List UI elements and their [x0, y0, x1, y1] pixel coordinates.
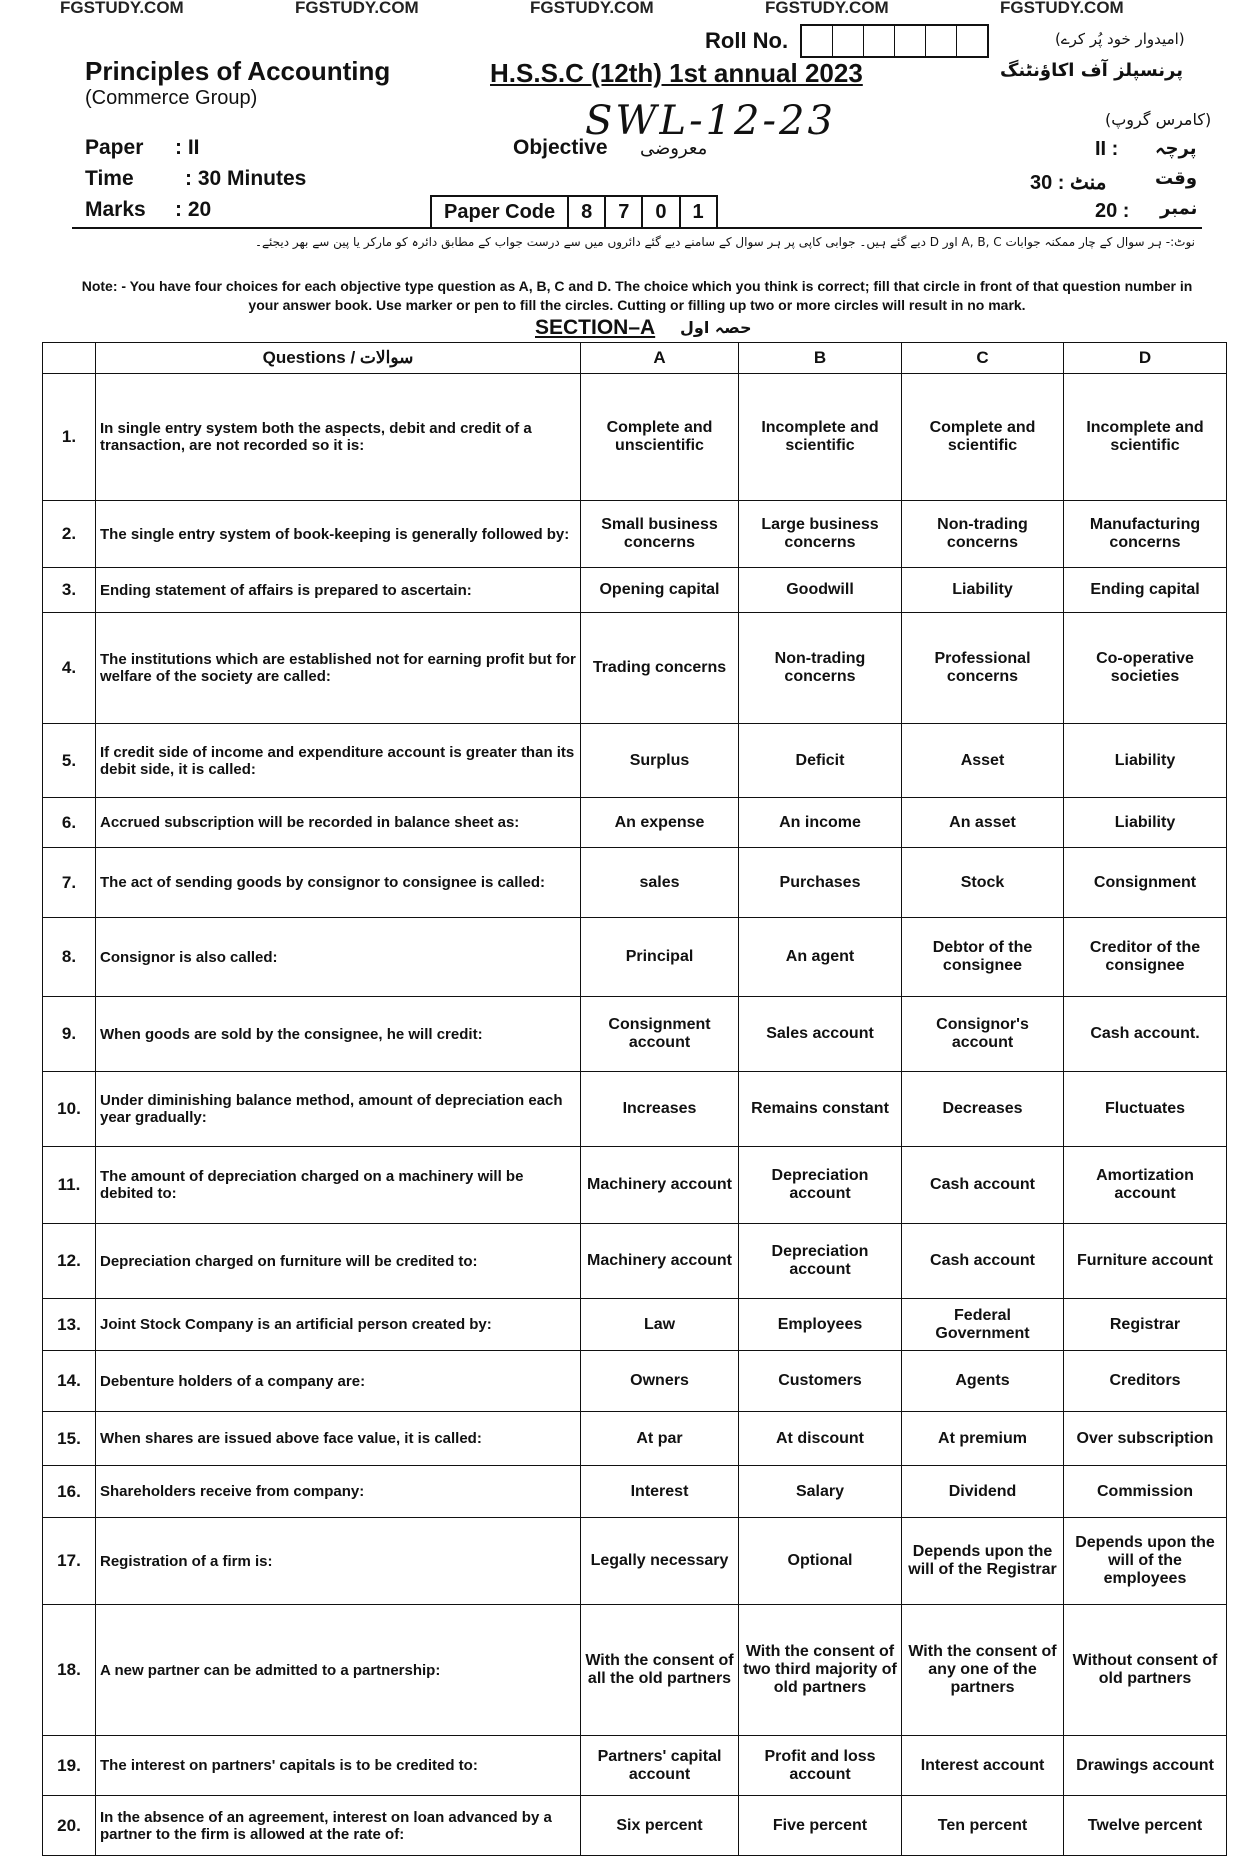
option-d: Twelve percent [1064, 1796, 1227, 1856]
time-label: Time [85, 167, 134, 190]
option-b: Incomplete and scientific [739, 374, 902, 501]
question-text: Depreciation charged on furniture will be credited to: [96, 1224, 581, 1299]
question-number: 18. [43, 1605, 96, 1736]
option-d: Consignment [1064, 848, 1227, 918]
option-b: Employees [739, 1299, 902, 1351]
marks-value: : 20 [175, 198, 212, 221]
watermark: FGSTUDY.COM [1000, 0, 1124, 17]
question-text: In single entry system both the aspects, debit and credit of a transaction, are not recorded so it is: [96, 374, 581, 501]
marks-label: Marks [85, 198, 146, 221]
question-number: 15. [43, 1412, 96, 1466]
option-b: Purchases [739, 848, 902, 918]
time-urdu-label: وقت [1155, 168, 1198, 189]
option-d: Creditor of the consignee [1064, 918, 1227, 997]
question-number: 3. [43, 568, 96, 613]
question-number: 9. [43, 997, 96, 1072]
table-row [43, 724, 1227, 798]
option-c: Stock [902, 848, 1064, 918]
paper-urdu-value: II : [1095, 138, 1119, 160]
number-header [43, 343, 96, 374]
option-a: Legally necessary [581, 1518, 739, 1605]
watermark: FGSTUDY.COM [60, 0, 184, 17]
option-c: Complete and scientific [902, 374, 1064, 501]
option-d: Manufacturing concerns [1064, 501, 1227, 568]
question-text: Accrued subscription will be recorded in balance sheet as: [96, 798, 581, 848]
option-b: Large business concerns [739, 501, 902, 568]
option-a: Principal [581, 918, 739, 997]
table-row [43, 1412, 1227, 1466]
group-label: (Commerce Group) [85, 87, 258, 109]
option-c: Interest account [902, 1736, 1064, 1796]
watermark: FGSTUDY.COM [530, 0, 654, 17]
question-text: Ending statement of affairs is prepared to ascertain: [96, 568, 581, 613]
candidate-note-urdu: (امیدوار خود پُر کرے) [1055, 30, 1185, 48]
paper-code-box [430, 195, 718, 229]
option-a: An expense [581, 798, 739, 848]
option-c: Ten percent [902, 1796, 1064, 1856]
question-text: Registration of a firm is: [96, 1518, 581, 1605]
table-row [43, 1147, 1227, 1224]
question-text: The act of sending goods by consignor to consignee is called: [96, 848, 581, 918]
option-a: Law [581, 1299, 739, 1351]
option-d: Furniture account [1064, 1224, 1227, 1299]
note-english: Note: - You have four choices for each objective type question as A, B, C and D. The choice which you think is correct; fill that circle in front of that question number in your answer book. Use marker or pen to fill the circles. Cutting or filling up two or more circles will result in no mark. [81, 278, 1193, 313]
table-row [43, 1224, 1227, 1299]
question-number: 10. [43, 1072, 96, 1147]
time-urdu-value: 30 : منٹ [1030, 172, 1107, 194]
option-d: Amortization account [1064, 1147, 1227, 1224]
question-text: Consignor is also called: [96, 918, 581, 997]
option-a: Consignment account [581, 997, 739, 1072]
option-b: Profit and loss account [739, 1736, 902, 1796]
option-a: Interest [581, 1466, 739, 1518]
option-d: Drawings account [1064, 1736, 1227, 1796]
question-number: 2. [43, 501, 96, 568]
paper-code-digit: 7 [606, 197, 643, 227]
question-number: 1. [43, 374, 96, 501]
question-text: The single entry system of book-keeping is generally followed by: [96, 501, 581, 568]
question-number: 17. [43, 1518, 96, 1605]
option-b: With the consent of two third majority of old partners [739, 1605, 902, 1736]
question-number: 20. [43, 1796, 96, 1856]
option-d: Registrar [1064, 1299, 1227, 1351]
question-text: If credit side of income and expenditure account is greater than its debit side, it is called: [96, 724, 581, 798]
table-row [43, 613, 1227, 724]
option-d: Cash account. [1064, 997, 1227, 1072]
exam-title: H.S.S.C (12th) 1st annual 2023 [490, 58, 863, 88]
table-header-row [43, 343, 1227, 374]
paper-code-digit: 8 [569, 197, 606, 227]
option-d: Commission [1064, 1466, 1227, 1518]
option-c: With the consent of any one of the partners [902, 1605, 1064, 1736]
option-c: Non-trading concerns [902, 501, 1064, 568]
section-title: SECTION–A [535, 316, 656, 339]
option-c: Asset [902, 724, 1064, 798]
watermark: FGSTUDY.COM [295, 0, 419, 17]
option-b: Sales account [739, 997, 902, 1072]
option-d: Creditors [1064, 1351, 1227, 1412]
option-c: Depends upon the will of the Registrar [902, 1518, 1064, 1605]
option-c: At premium [902, 1412, 1064, 1466]
table-row [43, 1466, 1227, 1518]
subject-title: Principles of Accounting [85, 56, 391, 86]
option-a: sales [581, 848, 739, 918]
question-number: 14. [43, 1351, 96, 1412]
question-number: 5. [43, 724, 96, 798]
marks-urdu-value: 20 : [1095, 200, 1130, 222]
option-c-header: C [902, 343, 1064, 374]
question-number: 19. [43, 1736, 96, 1796]
option-a: Machinery account [581, 1224, 739, 1299]
option-b: Five percent [739, 1796, 902, 1856]
option-a: Surplus [581, 724, 739, 798]
option-d-header: D [1064, 343, 1227, 374]
question-number: 12. [43, 1224, 96, 1299]
option-c: Cash account [902, 1224, 1064, 1299]
paper-code-digit: 1 [692, 201, 704, 223]
option-b: Remains constant [739, 1072, 902, 1147]
option-c: Professional concerns [902, 613, 1064, 724]
option-d: Liability [1064, 724, 1227, 798]
option-c: Cash account [902, 1147, 1064, 1224]
question-text: A new partner can be admitted to a partnership: [96, 1605, 581, 1736]
table-row [43, 848, 1227, 918]
option-d: Over subscription [1064, 1412, 1227, 1466]
question-number: 4. [43, 613, 96, 724]
option-b: Goodwill [739, 568, 902, 613]
option-a: Six percent [581, 1796, 739, 1856]
option-b: An agent [739, 918, 902, 997]
table-row [43, 1736, 1227, 1796]
option-d: Incomplete and scientific [1064, 374, 1227, 501]
option-a: Partners' capital account [581, 1736, 739, 1796]
option-b: An income [739, 798, 902, 848]
question-number: 8. [43, 918, 96, 997]
marks-urdu-label: نمبر [1160, 198, 1198, 219]
paper-label: Paper [85, 136, 144, 159]
option-d: Liability [1064, 798, 1227, 848]
option-a: Trading concerns [581, 613, 739, 724]
table-row [43, 1605, 1227, 1736]
roll-no-boxes[interactable] [800, 24, 989, 58]
option-a: Machinery account [581, 1147, 739, 1224]
roll-no-label: Roll No. [705, 28, 789, 53]
option-a: Small business concerns [581, 501, 739, 568]
question-text: The institutions which are established not for earning profit but for welfare of the society are called: [96, 613, 581, 724]
option-a: Complete and unscientific [581, 374, 739, 501]
questions-header: Questions / سوالات [96, 343, 581, 374]
option-c: Consignor's account [902, 997, 1064, 1072]
objective-label: Objective [513, 136, 608, 159]
option-c: Debtor of the consignee [902, 918, 1064, 997]
option-a: With the consent of all the old partners [581, 1605, 739, 1736]
question-text: Shareholders receive from company: [96, 1466, 581, 1518]
table-row [43, 1072, 1227, 1147]
question-text: The amount of depreciation charged on a machinery will be debited to: [96, 1147, 581, 1224]
option-d: Depends upon the will of the employees [1064, 1518, 1227, 1605]
option-d: Without consent of old partners [1064, 1605, 1227, 1736]
option-b: Depreciation account [739, 1147, 902, 1224]
table-row [43, 918, 1227, 997]
question-text: Joint Stock Company is an artificial person created by: [96, 1299, 581, 1351]
paper-urdu-label: پرچہ [1155, 138, 1197, 159]
question-number: 6. [43, 798, 96, 848]
option-d: Fluctuates [1064, 1072, 1227, 1147]
group-label-urdu: (کامرس گروپ) [1105, 110, 1212, 129]
option-c: Agents [902, 1351, 1064, 1412]
table-row [43, 997, 1227, 1072]
table-row [43, 1351, 1227, 1412]
table-row [43, 1796, 1227, 1856]
option-b: Depreciation account [739, 1224, 902, 1299]
option-b: At discount [739, 1412, 902, 1466]
question-number: 13. [43, 1299, 96, 1351]
question-number: 11. [43, 1147, 96, 1224]
question-text: Under diminishing balance method, amount of depreciation each year gradually: [96, 1072, 581, 1147]
table-row [43, 1518, 1227, 1605]
table-row [43, 798, 1227, 848]
option-b: Deficit [739, 724, 902, 798]
question-text: Debenture holders of a company are: [96, 1351, 581, 1412]
paper-code-label: Paper Code [432, 197, 569, 227]
question-text: When goods are sold by the consignee, he will credit: [96, 997, 581, 1072]
paper-code-digit: 0 [643, 197, 680, 227]
table-row [43, 1299, 1227, 1351]
objective-label-urdu: معروضی [640, 138, 708, 159]
option-a: At par [581, 1412, 739, 1466]
section-title-urdu: حصہ اول [680, 318, 752, 337]
time-value: : 30 Minutes [185, 167, 307, 190]
option-b: Salary [739, 1466, 902, 1518]
note-urdu: نوٹ:- ہر سوال کے چار ممکنہ جوابات A, B, C اور D دیے گئے ہیں۔ جوابی کاپی پر ہر سوال کے سامنے دیے گئے دائروں میں سے درست جواب کے مطابق دائرہ کو مارکر یا پین سے بھر دیجئے۔ [254, 235, 1195, 249]
option-c: Decreases [902, 1072, 1064, 1147]
question-text: The interest on partners' capitals is to be credited to: [96, 1736, 581, 1796]
subject-title-urdu: پرنسپلز آف اکاؤنٹنگ [1000, 60, 1184, 81]
table-row [43, 568, 1227, 613]
paper-value: : II [175, 136, 200, 159]
option-b-header: B [739, 343, 902, 374]
option-a: Increases [581, 1072, 739, 1147]
question-number: 16. [43, 1466, 96, 1518]
table-row [43, 501, 1227, 568]
option-c: Dividend [902, 1466, 1064, 1518]
option-b: Non-trading concerns [739, 613, 902, 724]
option-c: An asset [902, 798, 1064, 848]
option-a-header: A [581, 343, 739, 374]
question-text: When shares are issued above face value, it is called: [96, 1412, 581, 1466]
watermark: FGSTUDY.COM [765, 0, 889, 17]
header-divider [72, 227, 1202, 229]
handwritten-code: SWL-12-23 [585, 98, 836, 144]
option-a: Owners [581, 1351, 739, 1412]
option-d: Co-operative societies [1064, 613, 1227, 724]
option-c: Federal Government [902, 1299, 1064, 1351]
option-b: Customers [739, 1351, 902, 1412]
option-b: Optional [739, 1518, 902, 1605]
question-number: 7. [43, 848, 96, 918]
question-text: In the absence of an agreement, interest on loan advanced by a partner to the firm is allowed at the rate of: [96, 1796, 581, 1856]
option-c: Liability [902, 568, 1064, 613]
option-a: Opening capital [581, 568, 739, 613]
questions-table [42, 342, 1227, 1856]
option-d: Ending capital [1064, 568, 1227, 613]
table-row [43, 374, 1227, 501]
